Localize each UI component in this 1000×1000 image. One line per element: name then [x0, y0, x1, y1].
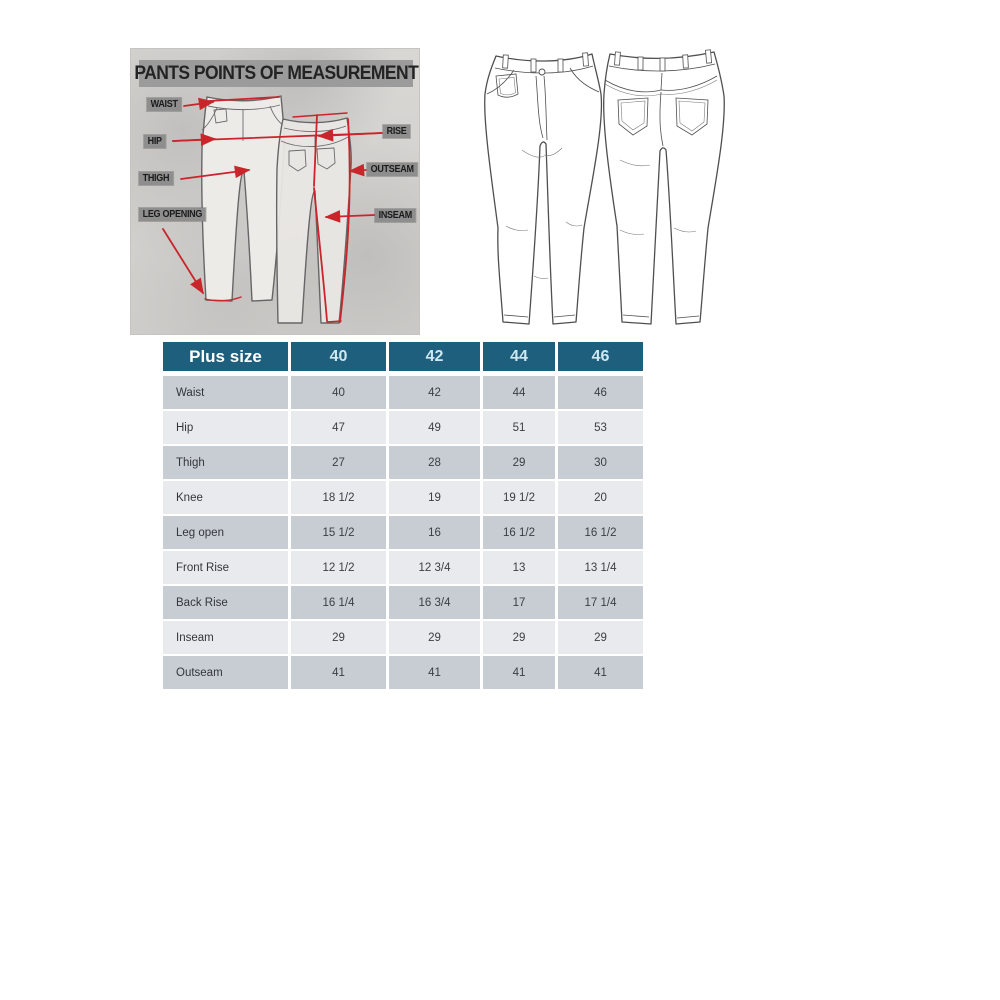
measurement-cell: 28	[389, 446, 480, 479]
measurement-cell: 12 1/2	[291, 551, 386, 584]
table-row	[163, 376, 643, 409]
size-table-body	[163, 376, 643, 689]
diagram-title-bar	[134, 60, 418, 87]
diagram-title: PANTS POINTS OF MEASUREMENT	[134, 62, 418, 84]
table-row	[163, 516, 643, 549]
measurement-cell: 16 1/2	[558, 516, 643, 549]
table-title-cell: Plus size	[163, 342, 288, 374]
measurement-cell: 29	[483, 446, 555, 479]
measurement-cell: 46	[558, 376, 643, 409]
measurement-cell: 41	[291, 656, 386, 689]
row-label: Back Rise	[163, 586, 288, 619]
label-thigh: THIGH	[139, 172, 173, 185]
pants-measurement-diagram	[130, 48, 420, 335]
jeans-front-back-illustration	[470, 30, 730, 340]
measurement-cell: 19	[389, 481, 480, 514]
row-label: Waist	[163, 376, 288, 409]
jeans-flat-sketches	[470, 30, 730, 340]
measurement-cell: 16 3/4	[389, 586, 480, 619]
measurement-cell: 15 1/2	[291, 516, 386, 549]
size-column-header: 42	[389, 342, 480, 374]
measurement-cell: 16 1/4	[291, 586, 386, 619]
measurement-cell: 19 1/2	[483, 481, 555, 514]
row-label: Knee	[163, 481, 288, 514]
table-row	[163, 586, 643, 619]
row-label: Leg open	[163, 516, 288, 549]
jeans-back-flat	[604, 50, 725, 324]
size-table-header-row	[163, 342, 643, 374]
measurement-cell: 16	[389, 516, 480, 549]
table-row	[163, 656, 643, 689]
measurement-cell: 12 3/4	[389, 551, 480, 584]
measurement-cell: 20	[558, 481, 643, 514]
row-label: Outseam	[163, 656, 288, 689]
jeans-front-flat	[485, 53, 602, 324]
size-column-header: 46	[558, 342, 643, 374]
measurement-cell: 13 1/4	[558, 551, 643, 584]
measurement-cell: 17 1/4	[558, 586, 643, 619]
measurement-cell: 18 1/2	[291, 481, 386, 514]
measurement-cell: 41	[389, 656, 480, 689]
measurement-cell: 51	[483, 411, 555, 444]
table-row	[163, 446, 643, 479]
row-label: Thigh	[163, 446, 288, 479]
measurement-cell: 42	[389, 376, 480, 409]
measurement-cell: 47	[291, 411, 386, 444]
measurement-cell: 53	[558, 411, 643, 444]
measurement-cell: 29	[389, 621, 480, 654]
label-outseam: OUTSEAM	[367, 163, 417, 176]
measurement-cell: 29	[483, 621, 555, 654]
pants-measurement-sketch	[131, 49, 421, 336]
size-column-header: 40	[291, 342, 386, 374]
table-row	[163, 551, 643, 584]
measurement-cell: 13	[483, 551, 555, 584]
label-hip: HIP	[144, 135, 165, 148]
label-waist: WAIST	[147, 98, 181, 111]
measurement-cell: 16 1/2	[483, 516, 555, 549]
measurement-cell: 41	[558, 656, 643, 689]
table-row	[163, 481, 643, 514]
row-label: Hip	[163, 411, 288, 444]
measurement-cell: 40	[291, 376, 386, 409]
label-rise: RISE	[383, 125, 410, 138]
label-inseam: INSEAM	[375, 209, 416, 222]
row-label: Inseam	[163, 621, 288, 654]
row-label: Front Rise	[163, 551, 288, 584]
measurement-cell: 17	[483, 586, 555, 619]
table-row	[163, 621, 643, 654]
measurement-cell: 44	[483, 376, 555, 409]
measurement-cell: 27	[291, 446, 386, 479]
measurement-cell: 41	[483, 656, 555, 689]
measurement-cell: 29	[558, 621, 643, 654]
table-row	[163, 411, 643, 444]
size-table	[160, 340, 646, 691]
measurement-cell: 29	[291, 621, 386, 654]
label-leg-opening: LEG OPENING	[139, 208, 206, 221]
size-column-header: 44	[483, 342, 555, 374]
measurement-cell: 30	[558, 446, 643, 479]
measurement-cell: 49	[389, 411, 480, 444]
